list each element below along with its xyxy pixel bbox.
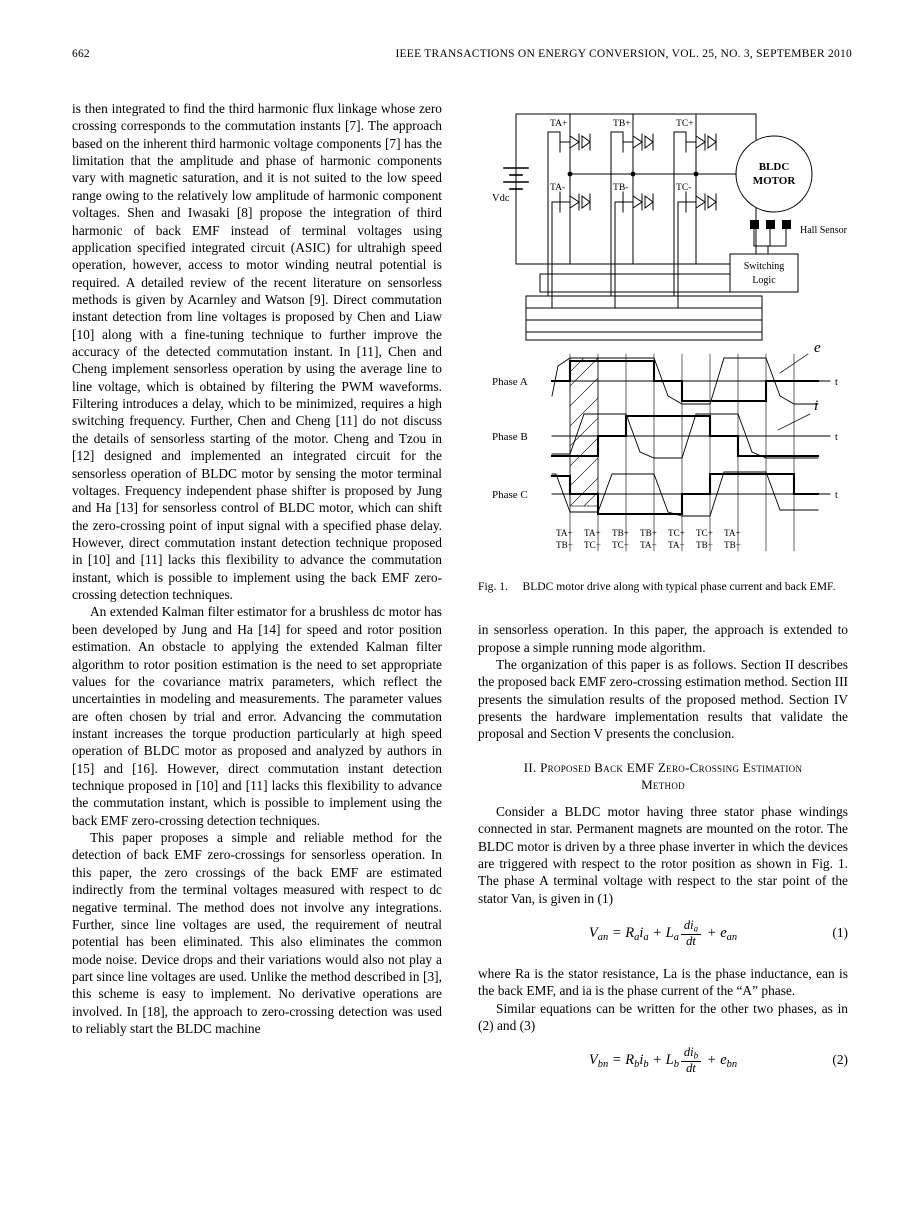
svg-text:TA+: TA+	[556, 528, 573, 538]
svg-text:TB+: TB+	[640, 528, 657, 538]
svg-text:TB−: TB−	[724, 540, 741, 550]
equation-1	[478, 919, 848, 953]
svg-text:TA+: TA+	[584, 528, 601, 538]
svg-text:TA+: TA+	[550, 118, 568, 129]
paragraph: Similar equations can be written for the other two phases, as in (2) and (3)	[478, 1000, 848, 1034]
equation-1-number: (1)	[832, 924, 848, 940]
svg-text:MOTOR: MOTOR	[752, 175, 796, 187]
svg-text:t: t	[835, 377, 838, 388]
svg-text:TB-: TB-	[613, 182, 629, 193]
svg-text:Vdc: Vdc	[492, 193, 510, 204]
equation-2-expression: $V_{bn} = R_bi_b + L_b$ $\frac{di_b}{dt}$ + $e_{bn}$	[588, 1045, 738, 1076]
right-column	[478, 96, 848, 1092]
svg-text:TA+: TA+	[724, 528, 741, 538]
svg-text:e: e	[814, 340, 821, 356]
paragraph: An extended Kalman filter estimator for a brushless dc motor has been developed by Jung and Ha [14] for speed and rotor position estimation. An obstacle to applying the extended Kalman filter algorithm to rotor position estimation is the need to set appropriate values for the covariance matrix parameters, which reflect the uncertainties in modeling and measurements. The parameter values are often chosen by trial and error. Advancing the commutation instant increases the torque production particularly at high speed operation of BLDC motor as proposed and analyzed by authors in [15] and [16]. However, direct commutation instant detection technique proposed in [10] and [11] lacks this flexibility to advance the commutation instant, which is possible to implement using the back EMF zero-crossing detection techniques.	[72, 604, 442, 828]
left-column	[72, 100, 442, 1037]
svg-text:Phase C: Phase C	[492, 489, 528, 501]
svg-text:TA-: TA-	[550, 182, 566, 193]
svg-text:Logic: Logic	[752, 275, 776, 286]
paragraph: in sensorless operation. In this paper, the approach is extended to propose a simple running mode algorithm.	[478, 622, 848, 655]
paragraph: The organization of this paper is as follows. Section II describes the proposed back EMF zero-crossing estimation method. Section III presents the simulation results of the proposed method. Section IV presents the hardware implementation results that validate the proposal and Section V presents the conclusion.	[478, 656, 849, 742]
svg-text:TA−: TA−	[668, 540, 685, 550]
svg-text:BLDC: BLDC	[758, 161, 790, 173]
svg-text:TC+: TC+	[696, 528, 713, 538]
figure-1	[478, 96, 852, 595]
svg-text:Phase B: Phase B	[492, 431, 528, 443]
page-number: 662	[72, 48, 90, 60]
svg-text:i: i	[814, 398, 819, 414]
paragraph: is then integrated to find the third harmonic flux linkage whose zero crossing corresponds to the commutation instants [7]. The approach based on the inherent third harmonic voltage components [7] has the limitation that the amplitude and phase of harmonic components vary with magnetic saturation, and it is not suited to the low speed range owing to the relatively low amplitude of harmonic component voltages. Shen and Iwasaki [8] propose the integration of third harmonic of back EMF instead of terminal voltages using application specified integrated circuit (ASIC) for ultrahigh speed operation, however, access to motor winding neutral potential is required. A detailed review of the recent literature on sensorless methods is given by Acarnley and Watson [9]. Direct commutation instant detection from line voltages is proposed by Chen and Liaw [10] along with a fine-tuning technique to further improve the accuracy of the detected commutation instant. In [11], Chen and Cheng implement sensorless operation by using the average line to line voltage, which is obtained by filtering the PWM waveforms. Filtering introduces a delay, which to be minimized, requires a high switching frequency. Further, Chen and Cheng [11] do not discuss the details of sensorless starting of the motor. Cheng and Tzou in [12] designed and implemented an integrated circuit for the sensorless operation of BLDC motor by sensing the motor terminal voltages. Frequency independent phase shifter is proposed by Jung and Ha [13] for sensorless control of BLDC motor, which can shift the zero-crossing point of input signal with a specified phase delay. However, direct commutation instant detection technique proposed in [10] and [11] lacks this flexibility to advance the commutation instant, which is possible to implement using the back EMF zero-crossing detection techniques.	[72, 101, 442, 603]
bldc-drive-schematic	[478, 96, 852, 566]
right-column-body	[478, 621, 848, 1080]
svg-text:Hall Sensor: Hall Sensor	[800, 225, 847, 236]
svg-text:t: t	[835, 432, 838, 443]
svg-text:TC−: TC−	[584, 540, 601, 550]
figure-caption-label: Fig. 1.	[478, 580, 508, 594]
svg-text:TC+: TC+	[676, 118, 694, 129]
svg-text:t: t	[835, 490, 838, 501]
paragraph: This paper proposes a simple and reliable method for the detection of back EMF zero-crossings for sensorless operation. In this paper, the zero crossings of the back EMF are estimated indirectly from the terminal voltages measured with respect to dc negative terminal. The method does not involve any integrations. Further, since line voltages are used, the requirement of neutral potential has been eliminated. This also eliminates the common mode noise. Device drops and their variations would also not play a part since line voltages are used. Unlike the method described in [3], this scheme is easy to implement. No derivative operations are involved. In [18], the approach to zero-crossing detection was used to reliably start the BLDC machine	[72, 830, 442, 1037]
svg-text:TB+: TB+	[613, 118, 631, 129]
section-heading-line1: II. Proposed Back EMF Zero-Crossing Estimation	[523, 759, 803, 775]
section-heading	[478, 759, 848, 794]
figure-caption-text: BLDC motor drive along with typical phase current and back EMF.	[522, 580, 836, 594]
equation-1-expression: $V_{an} = R_ai_a + L_a$ $\frac{di_a}{dt}$ + $e_{an}$	[588, 917, 738, 948]
svg-text:TC−: TC−	[612, 540, 629, 550]
svg-text:TB−: TB−	[696, 540, 713, 550]
svg-text:Phase A: Phase A	[492, 376, 528, 388]
svg-text:TC-: TC-	[676, 182, 692, 193]
svg-text:Switching: Switching	[743, 261, 785, 272]
section-heading-line2: Method	[641, 777, 685, 793]
svg-text:TA−: TA−	[640, 540, 657, 550]
paragraph: where Ra is the stator resistance, La is the phase inductance, ean is the back EMF, and ia is the phase current of the “A” phase.	[478, 965, 848, 999]
paragraph: Consider a BLDC motor having three stator phase windings connected in star. Permanent magnets are mounted on the rotor. The BLDC motor is driven by a three phase inverter in which the devices are triggered with respect to the rotor position as shown in Fig. 1. The phase A terminal voltage with respect to the star point of the stator Van, is given in (1)	[478, 803, 848, 906]
journal-reference: IEEE TRANSACTIONS ON ENERGY CONVERSION, VOL. 25, NO. 3, SEPTEMBER 2010	[395, 48, 852, 60]
svg-text:TB−: TB−	[556, 540, 573, 550]
svg-text:TC+: TC+	[668, 528, 685, 538]
page-header	[72, 48, 852, 64]
equation-2	[478, 1046, 848, 1080]
svg-text:TB+: TB+	[612, 528, 629, 538]
figure-caption	[478, 580, 852, 595]
equation-2-number: (2)	[832, 1052, 848, 1068]
